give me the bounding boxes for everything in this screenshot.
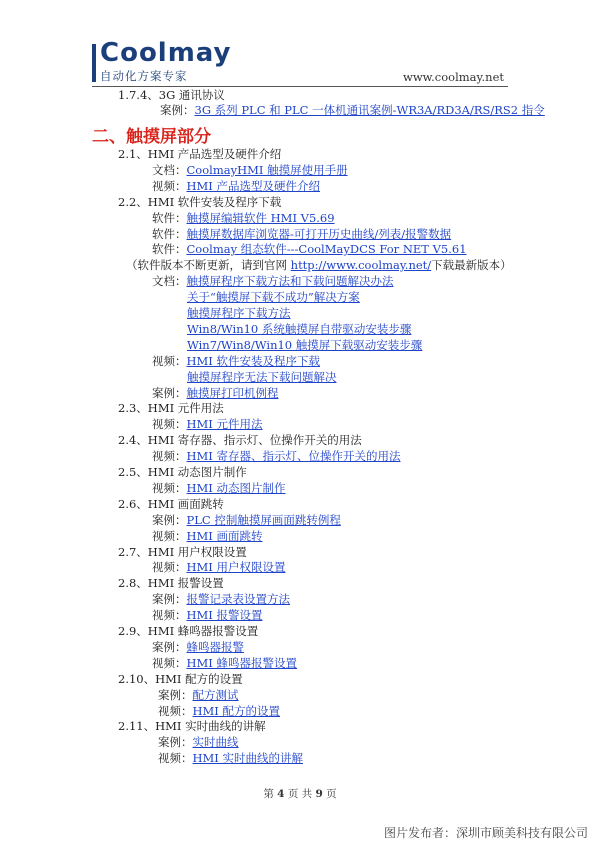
link-category-label: 案例： — [152, 592, 187, 607]
content-heading-line — [118, 496, 224, 512]
link-category-label: 视频： — [152, 353, 187, 368]
logo-accent-bar — [92, 44, 96, 82]
link-category-label: 视频： — [152, 655, 187, 670]
content-link-line — [152, 607, 263, 623]
subsection-title: 2.4、HMI 寄存器、指示灯、位操作开关的用法 — [118, 433, 362, 448]
document-link[interactable]: HMI 实时曲线的讲解 — [192, 751, 304, 766]
content-link-line — [152, 385, 279, 401]
content-heading-line — [118, 400, 224, 416]
document-link[interactable]: CoolmayHMI 触摸屏使用手册 — [186, 162, 348, 177]
document-link[interactable]: HMI 元件用法 — [186, 417, 263, 432]
subsection-title: 2.6、HMI 画面跳转 — [118, 496, 224, 511]
document-link[interactable]: 配方测试 — [192, 687, 239, 702]
document-link[interactable]: 触摸屏程序下载方法和下载问题解决办法 — [186, 274, 394, 289]
content-link-line — [152, 591, 290, 607]
current-page-number: 4 — [277, 788, 285, 800]
note-suffix: 下载最新版本） — [431, 258, 512, 273]
document-link[interactable]: HMI 动态图片制作 — [186, 480, 286, 495]
content-link-line — [187, 321, 411, 337]
document-link[interactable]: 关于“触摸屏下载不成功”解决方案 — [187, 290, 360, 305]
content-heading-line — [118, 575, 224, 591]
document-link[interactable]: PLC 控制触摸屏画面跳转例程 — [186, 512, 341, 527]
link-category-label: 文档： — [152, 162, 187, 177]
link-category-label: 软件： — [152, 242, 187, 257]
document-link[interactable]: 触摸屏编辑软件 HMI V5.69 — [186, 210, 335, 225]
document-link[interactable]: HMI 软件安装及程序下载 — [186, 353, 321, 368]
subsection-title: 2.7、HMI 用户权限设置 — [118, 544, 247, 559]
content-heading-line — [118, 623, 258, 639]
document-link[interactable]: Win7/Win8/Win10 触摸屏下载驱动安装步骤 — [187, 337, 423, 352]
link-category-label: 软件： — [152, 226, 187, 241]
content-link-line — [152, 226, 451, 242]
document-link[interactable]: 触摸屏数据库浏览器-可打开历史曲线/列表/报警数据 — [186, 226, 452, 241]
document-link[interactable]: 触摸屏打印机例程 — [186, 385, 279, 400]
content-link-line — [158, 703, 280, 719]
document-link[interactable]: HMI 蜂鸣器报警设置 — [186, 655, 298, 670]
subsection-title: 2.3、HMI 元件用法 — [118, 401, 224, 416]
link-category-label: 案例： — [152, 639, 187, 654]
content-link-line — [158, 734, 239, 750]
document-link[interactable]: HMI 画面跳转 — [186, 528, 263, 543]
content-link-line — [152, 655, 297, 671]
content-heading-line — [118, 544, 247, 560]
content-link-line — [152, 162, 348, 178]
document-link[interactable]: HMI 产品选型及硬件介绍 — [186, 178, 321, 193]
subsection-title: 2.9、HMI 蜂鸣器报警设置 — [118, 624, 259, 638]
document-link[interactable]: HMI 用户权限设置 — [186, 560, 286, 575]
prev-item-title: 1.7.4、3G 通讯协议 — [118, 88, 225, 102]
content-link-line — [152, 416, 263, 432]
document-link[interactable]: HMI 配方的设置 — [192, 703, 281, 718]
document-link[interactable]: Win8/Win10 系统触摸屏自带驱动安装步骤 — [187, 321, 412, 336]
link-category-label: 视频： — [152, 480, 187, 495]
page-footer — [0, 786, 600, 801]
content-link-line — [152, 178, 320, 194]
content-link-line — [158, 750, 303, 766]
company-logo — [100, 40, 232, 84]
content-link-line — [152, 273, 394, 289]
prev-case-line — [160, 102, 545, 118]
link-category-label: 视频： — [152, 417, 187, 432]
content-heading-line — [118, 146, 281, 162]
document-link[interactable]: 触摸屏程序无法下载问题解决 — [187, 369, 337, 384]
document-link[interactable]: Coolmay 组态软件---CoolMayDCS For NET V5.61 — [186, 242, 467, 257]
content-link-line — [152, 241, 467, 257]
link-category-label: （软件版本不断更新，请到官网 — [126, 258, 291, 273]
link-category-label: 视频： — [152, 608, 187, 623]
content-heading-line — [118, 464, 247, 480]
subsection-title: 2.8、HMI 报警设置 — [118, 576, 224, 591]
link-category-label: 案例： — [158, 735, 193, 750]
document-link[interactable]: 触摸屏程序下载方法 — [187, 306, 291, 320]
content-heading-line — [118, 718, 266, 734]
link-category-label: 案例： — [158, 687, 193, 702]
content-heading-line — [118, 194, 281, 210]
website-url: www.coolmay.net — [402, 70, 504, 84]
footer-prefix: 第 — [263, 788, 278, 800]
content-link-line — [187, 305, 291, 321]
document-link[interactable]: 报警记录表设置方法 — [186, 592, 290, 607]
content-link-line — [152, 210, 335, 226]
link-category-label: 视频： — [152, 560, 187, 575]
document-link[interactable]: HMI 报警设置 — [186, 608, 263, 623]
image-credit: 图片发布者：深圳市顾美科技有限公司 — [383, 826, 588, 840]
content-heading-line — [118, 432, 362, 448]
content-link-line — [187, 289, 360, 305]
link-category-label: 视频： — [152, 449, 187, 464]
content-link-line — [187, 369, 337, 385]
document-link[interactable]: HMI 寄存器、指示灯、位操作开关的用法 — [186, 449, 401, 464]
section-title: 二、触摸屏部分 — [92, 127, 211, 147]
content-link-line — [152, 559, 286, 575]
content-link-line — [187, 337, 422, 353]
document-link[interactable]: 蜂鸣器报警 — [186, 639, 244, 654]
content-link-line — [158, 687, 239, 703]
link-category-label: 视频： — [152, 178, 187, 193]
content-link-line — [152, 512, 341, 528]
link-category-label: 视频： — [158, 703, 193, 718]
subsection-title: 2.1、HMI 产品选型及硬件介绍 — [118, 147, 282, 161]
content-link-line — [152, 480, 286, 496]
document-link[interactable]: 实时曲线 — [192, 735, 239, 750]
link-category-label: 视频： — [158, 751, 193, 766]
content-link-line — [152, 448, 401, 464]
footer-suffix: 页 — [322, 788, 337, 800]
link-category-label: 视频： — [152, 528, 187, 543]
content-heading-line — [118, 671, 243, 687]
link-category-label: 案例： — [152, 512, 187, 527]
content-link-line — [126, 257, 512, 273]
content-link-line — [152, 639, 244, 655]
subsection-title: 2.11、HMI 实时曲线的讲解 — [118, 719, 266, 734]
link-category-label: 文档： — [152, 274, 187, 289]
subsection-title: 2.2、HMI 软件安装及程序下载 — [118, 194, 282, 209]
case-label: 案例： — [160, 103, 195, 117]
logo-subtitle: 自动化方案专家 — [100, 69, 188, 83]
content-link-line — [152, 353, 320, 369]
document-link[interactable]: http://www.coolmay.net/ — [290, 258, 432, 273]
subsection-title: 2.10、HMI 配方的设置 — [118, 671, 243, 686]
total-page-number: 9 — [315, 788, 323, 800]
subsection-title: 2.5、HMI 动态图片制作 — [118, 465, 247, 479]
link-category-label: 案例： — [152, 385, 187, 400]
prev-case-link[interactable]: 3G 系列 PLC 和 PLC 一体机通讯案例-WR3A/RD3A/RS/RS2 指令 — [194, 103, 545, 117]
content-link-line — [152, 528, 263, 544]
link-category-label: 软件： — [152, 210, 187, 225]
footer-middle: 页 共 — [284, 788, 316, 800]
logo-text: Coolmay — [100, 38, 232, 68]
